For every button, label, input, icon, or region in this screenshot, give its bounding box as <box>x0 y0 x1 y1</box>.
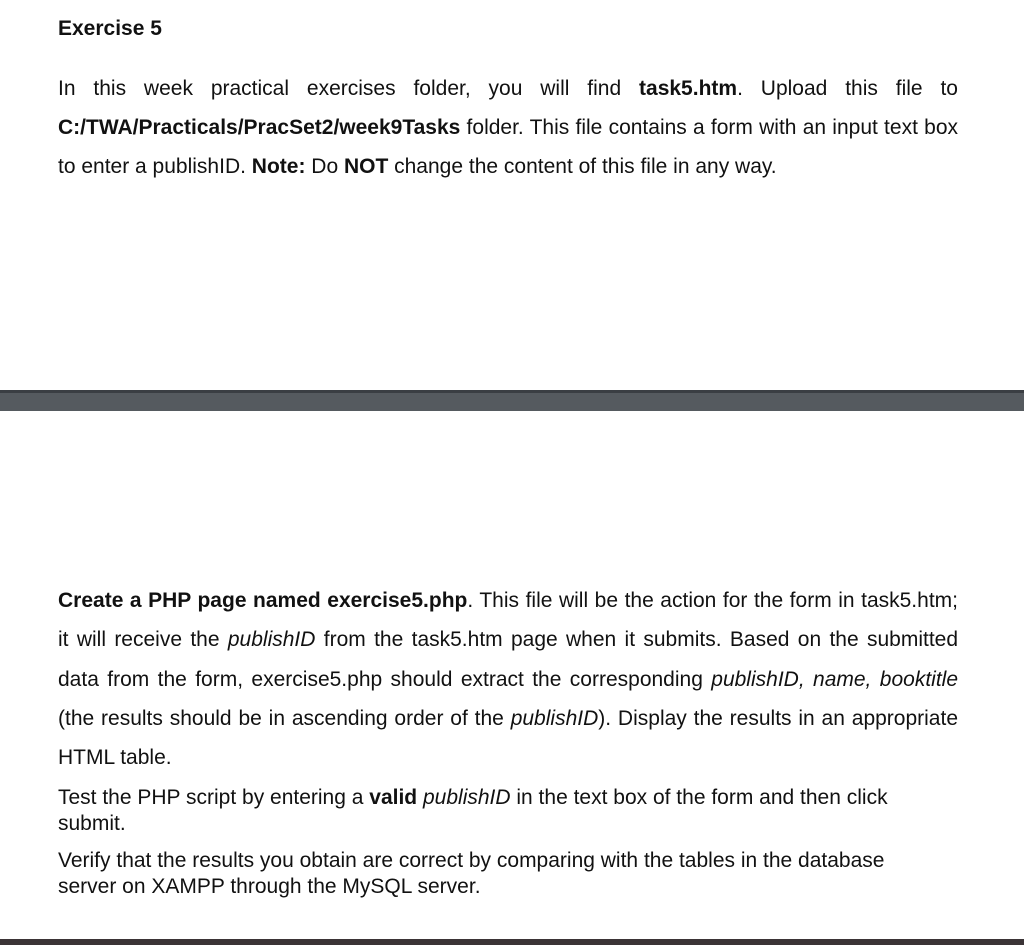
file-name: task5.htm <box>639 77 738 100</box>
intro-text-5: change the content of this file in any way. <box>388 155 777 178</box>
intro-text-4: Do <box>305 155 344 178</box>
intro-text-1: In this week practical exercises folder, you will find <box>58 77 640 100</box>
task-text-3: (the results should be in ascending order of the <box>58 706 511 730</box>
task-text-4: ). Display the results in an appropriate HTML table. <box>58 706 958 770</box>
valid-emphasis: valid <box>369 786 418 809</box>
task-text-1: . This file will be the action for the form in task5.htm; it will receive the <box>58 589 958 652</box>
bottom-edge-bar <box>0 939 1024 945</box>
task-text-2: from the task5.htm page when it submits. Based on the submitted data from the form, exercise5.php should extract the corresponding <box>58 628 959 691</box>
intro-paragraph <box>58 69 958 186</box>
intro-text-3: folder. This file contains a form with an input text box to enter a publishID. <box>58 116 958 178</box>
exercise-heading: Exercise 5 <box>58 17 162 40</box>
task-paragraph <box>58 581 958 777</box>
intro-text-2: . Upload this file to <box>737 77 958 100</box>
document-page-bottom <box>0 411 1024 939</box>
test-text-1: Test the PHP script by entering a <box>58 786 370 809</box>
test-paragraph <box>58 785 938 837</box>
note-label: Note: <box>251 155 306 178</box>
field-list: publishID, name, booktitle <box>711 667 958 691</box>
document-page-top <box>0 0 1024 390</box>
field-publishid-1: publishID <box>227 628 316 652</box>
task-lead: Create a PHP page named exercise5.php <box>58 589 468 612</box>
field-publishid-3: publishID <box>422 786 511 809</box>
not-emphasis: NOT <box>343 155 389 178</box>
page-separator <box>0 390 1024 411</box>
field-publishid-2: publishID <box>510 706 599 730</box>
verify-paragraph: Verify that the results you obtain are correct by comparing with the tables in the database server on XAMPP through the MySQL server. <box>58 849 885 898</box>
test-text-2: in the text box of the form and then click submit. <box>58 786 888 835</box>
folder-path: C:/TWA/Practicals/PracSet2/week9Tasks <box>58 116 461 139</box>
